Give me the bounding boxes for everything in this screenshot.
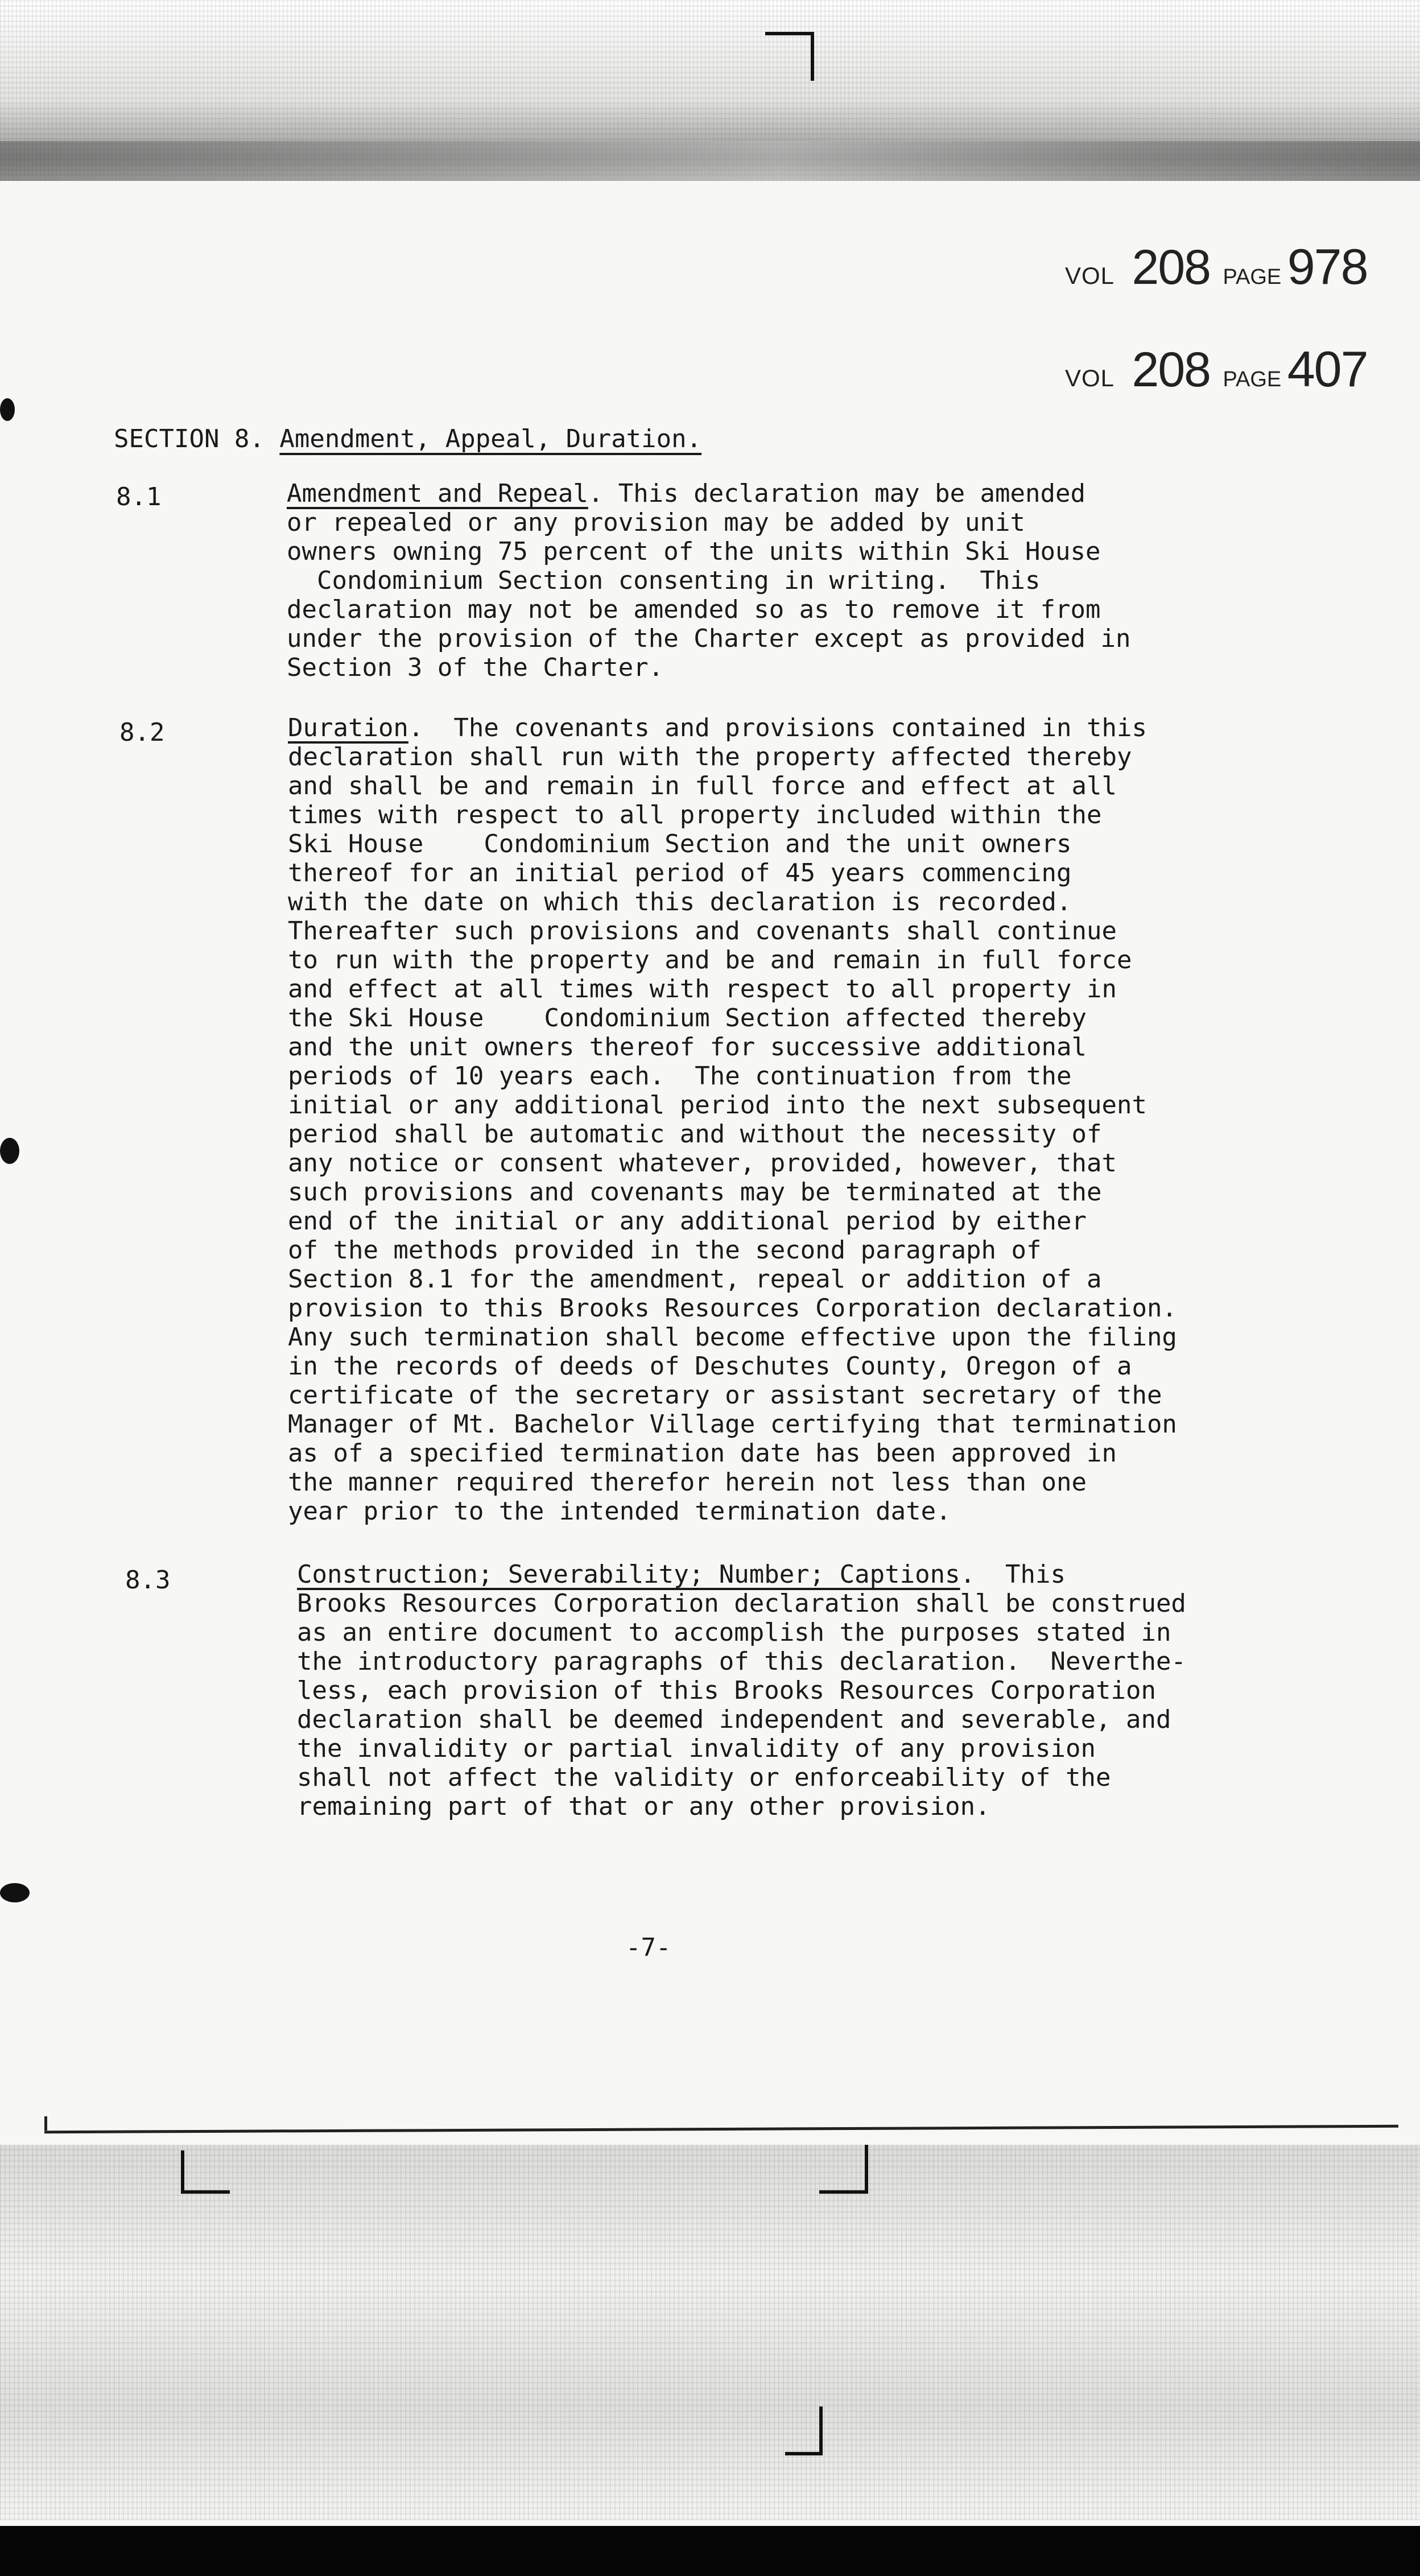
scan-noise-top [0,0,1420,181]
section-prefix: SECTION 8. [114,424,280,453]
vol-number: 208 [1132,240,1210,295]
paragraph-line: Ski House Condominium Section and the unit owners [288,829,1072,858]
page-label: PAGE [1223,265,1282,289]
page-number: -7- [626,1933,671,1962]
paragraph-line: or repealed or any provision may be added by unit [287,508,1026,537]
paragraph-line: shall not affect the validity or enforceability of the [297,1763,1111,1792]
paragraph-line: Section 3 of the Charter. [287,653,664,682]
scan-speck [0,398,15,421]
crop-mark-bottom-left [181,2150,230,2194]
paragraph-line: less, each provision of this Brooks Resources Corporation [297,1676,1156,1705]
paragraph-number: 8.2 [119,718,165,747]
paragraph-line: Any such termination shall become effective upon the filing [288,1323,1177,1352]
page-bottom-rule [44,2125,1398,2133]
paragraph-line: the Ski House Condominium Section affected thereby [288,1004,1087,1033]
paragraph-line: provision to this Brooks Resources Corporation declaration. [288,1294,1177,1323]
paragraph-number: 8.3 [125,1566,171,1595]
paragraph-line: remaining part of that or any other provision. [297,1792,990,1821]
vol-label: VOL [1065,262,1115,289]
paragraph-text: . This [960,1560,1066,1589]
paragraph-line [287,479,1130,508]
paragraph-line: times with respect to all property included within the [288,800,1102,829]
paragraph-line: and effect at all times with respect to all property in [288,975,1117,1004]
paragraph-heading: Amendment and Repeal [287,479,588,508]
stamp-page-number: 978 [1287,238,1368,295]
paragraph-line: declaration shall run with the property affected thereby [288,742,1132,771]
scan-black-band [0,2526,1420,2576]
paragraph-line: of the methods provided in the second paragraph of [288,1236,1042,1265]
paragraph-line: as an entire document to accomplish the purposes stated in [297,1618,1171,1647]
paragraph-line: any notice or consent whatever, provided, however, that [288,1149,1117,1178]
paragraph-text: . The covenants and provisions contained in this [408,713,1147,742]
paragraph-line: period shall be automatic and without the necessity of [288,1120,1102,1149]
crop-mark-bottom-right [819,2145,868,2194]
paragraph-line: Condominium Section consenting in writing. This [287,566,1041,595]
scan-speck [0,1138,19,1164]
paragraph-line: to run with the property and be and remain in full force [288,946,1132,975]
paragraph-line: Brooks Resources Corporation declaration shall be construed [297,1589,1186,1618]
paragraph-line: with the date on which this declaration is recorded. [288,887,1072,917]
stamp-page-number: 407 [1287,341,1368,397]
paragraph-line: declaration may not be amended so as to remove it from [287,595,1101,624]
paragraph-line: Section 8.1 for the amendment, repeal or addition of a [288,1265,1102,1294]
paragraph-line: declaration shall be deemed independent and severable, and [297,1705,1171,1734]
page-bottom-rule-cap [44,2116,47,2131]
paragraph-line: the invalidity or partial invalidity of any provision [297,1734,1096,1763]
paragraph-line: and the unit owners thereof for successive additional [288,1033,1087,1062]
page-label: PAGE [1223,368,1282,391]
paragraph-line [288,713,1177,742]
paragraph-heading: Duration [288,713,408,742]
paragraph-line: owners owning 75 percent of the units within Ski House [287,537,1101,566]
paragraph-line: the introductory paragraphs of this declaration. Neverthe- [297,1647,1186,1676]
paragraph-line: under the provision of the Charter except as provided in [287,624,1131,653]
paragraph-line: year prior to the intended termination date. [288,1497,951,1526]
crop-mark-bottom [785,2406,823,2455]
paragraph-line: Thereafter such provisions and covenants shall continue [288,917,1117,946]
paragraph-number: 8.1 [116,482,162,511]
paragraph-line: and shall be and remain in full force and effect at all [288,771,1117,800]
paragraph-line: such provisions and covenants may be terminated at the [288,1178,1102,1207]
paragraph-line: end of the initial or any additional period by either [288,1207,1087,1236]
paragraph-line: in the records of deeds of Deschutes County, Oregon of a [288,1352,1132,1381]
crop-mark-top [765,32,814,81]
paragraph-amendment-repeal [287,479,1130,682]
vol-number: 208 [1132,342,1210,397]
paragraph-heading: Construction; Severability; Number; Captions [297,1560,960,1589]
paragraph-construction [297,1560,1186,1821]
section-title: Amendment, Appeal, Duration. [279,424,702,453]
paragraph-line: thereof for an initial period of 45 years commencing [288,858,1072,887]
paragraph-line: Manager of Mt. Bachelor Village certifying that termination [288,1410,1177,1439]
paragraph-duration [288,713,1177,1526]
paragraph-line: periods of 10 years each. The continuation from the [288,1062,1072,1091]
volume-page-stamp [1065,340,1368,398]
vol-label: VOL [1065,365,1115,391]
scan-noise-bottom [0,2145,1420,2520]
paragraph-line [297,1560,1186,1589]
paragraph-line: as of a specified termination date has been approved in [288,1439,1117,1468]
volume-page-stamp [1065,238,1368,296]
paragraph-text: . This declaration may be amended [588,479,1085,508]
paragraph-line: the manner required therefor herein not less than one [288,1468,1087,1497]
paragraph-line: initial or any additional period into the next subsequent [288,1091,1147,1120]
paragraph-line: certificate of the secretary or assistant secretary of the [288,1381,1162,1410]
scan-speck [0,1883,30,1902]
section-heading [114,424,701,453]
